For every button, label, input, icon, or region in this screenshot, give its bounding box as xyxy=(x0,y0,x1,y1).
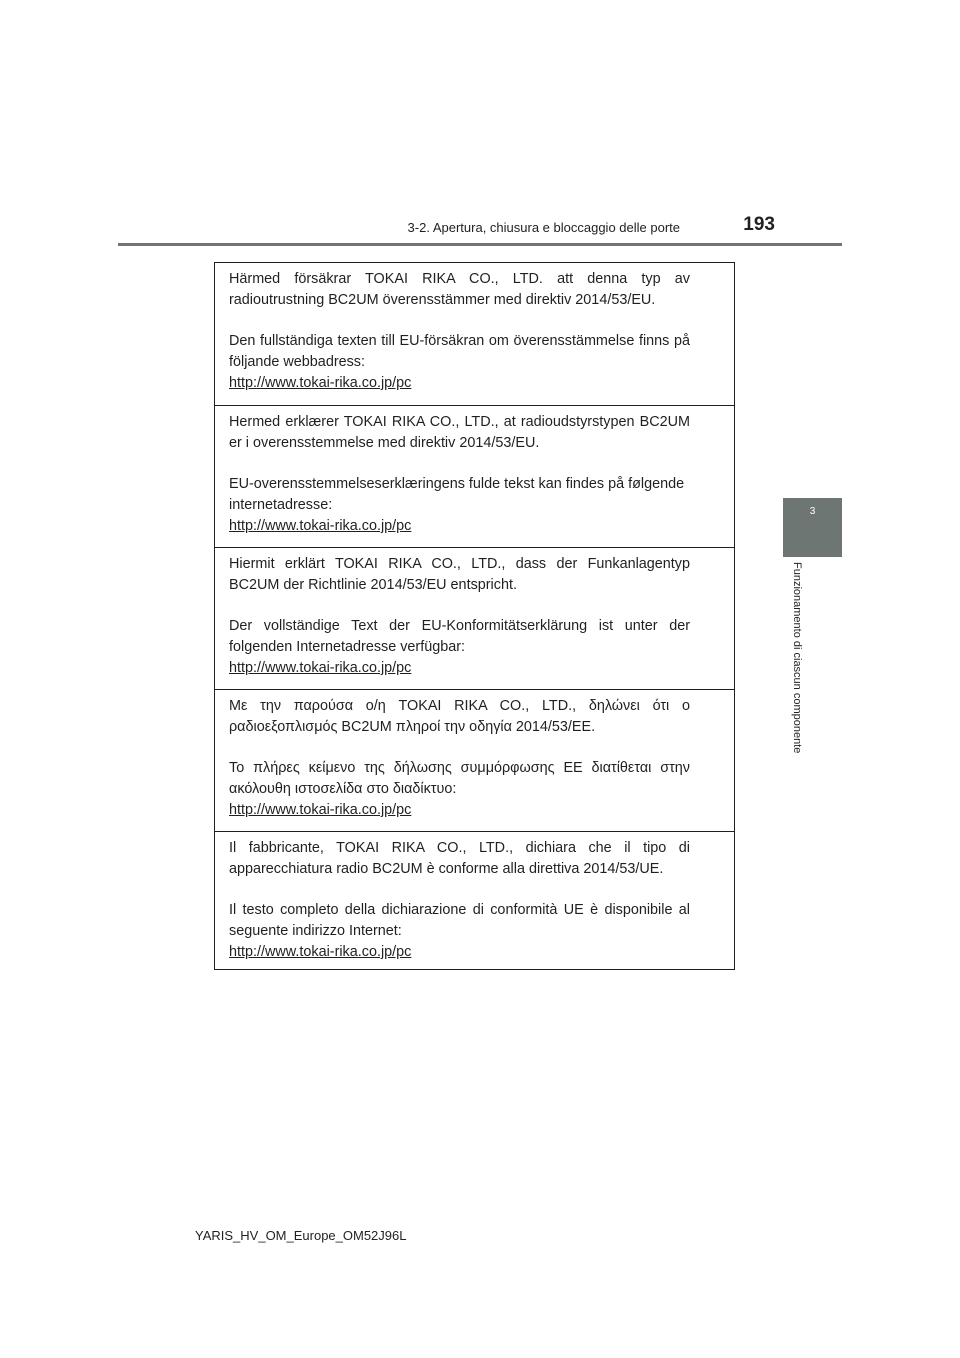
declaration-url-link[interactable]: http://www.tokai-rika.co.jp/pc xyxy=(229,375,412,391)
declaration-block-swedish xyxy=(215,263,734,405)
full-text-notice: Den fullständiga texten till EU-försäkran om överensstämmelse finns på följande webbadress: xyxy=(229,333,690,370)
declaration-url-link[interactable]: http://www.tokai-rika.co.jp/pc xyxy=(229,944,412,960)
declaration-statement: Härmed försäkrar TOKAI RIKA CO., LTD. att denna typ av radioutrustning BC2UM överensstämmer med direktiv 2014/53/EU. xyxy=(229,271,690,308)
declaration-url-link[interactable]: http://www.tokai-rika.co.jp/pc xyxy=(229,660,412,676)
declaration-block-german xyxy=(215,547,734,689)
section-title: 3-2. Apertura, chiusura e bloccaggio delle porte xyxy=(407,220,680,235)
full-text-notice: Il testo completo della dichiarazione di conformità UE è disponibile al seguente indirizzo Internet: xyxy=(229,902,690,939)
declaration-url-link[interactable]: http://www.tokai-rika.co.jp/pc xyxy=(229,518,412,534)
declaration-statement: Με την παρούσα ο/η TOKAI RIKA CO., LTD., δηλώνει ότι ο ραδιοεξοπλισμός BC2UM πληροί την οδηγία 2014/53/ΕΕ. xyxy=(229,698,690,735)
declaration-statement: Hermed erklærer TOKAI RIKA CO., LTD., at radioudstyrstypen BC2UM er i overensstemmelse med direktiv 2014/53/EU. xyxy=(229,414,690,451)
declaration-statement: Hiermit erklärt TOKAI RIKA CO., LTD., dass der Funkanlagentyp BC2UM der Richtlinie 2014/53/EU entspricht. xyxy=(229,556,690,593)
footer-document-id: YARIS_HV_OM_Europe_OM52J96L xyxy=(195,1228,407,1243)
declaration-block-italian xyxy=(215,831,734,969)
full-text-notice: Το πλήρες κείμενο της δήλωσης συμμόρφωσης ΕΕ διατίθεται στην ακόλουθη ιστοσελίδα στο διαδίκτυο: xyxy=(229,760,690,797)
chapter-side-title: Funzionamento di ciascun componente xyxy=(791,562,803,754)
chapter-number: 3 xyxy=(809,506,816,517)
page-number: 193 xyxy=(743,214,775,235)
declaration-block-danish xyxy=(215,405,734,547)
declaration-of-conformity-box xyxy=(214,262,735,970)
full-text-notice: Der vollständige Text der EU-Konformitätserklärung ist unter der folgenden Internetadresse verfügbar: xyxy=(229,618,690,655)
chapter-tab xyxy=(783,498,842,557)
declaration-url-link[interactable]: http://www.tokai-rika.co.jp/pc xyxy=(229,802,412,818)
declaration-block-greek xyxy=(215,689,734,831)
header-divider xyxy=(118,243,842,246)
declaration-statement: Il fabbricante, TOKAI RIKA CO., LTD., dichiara che il tipo di apparecchiatura radio BC2UM è conforme alla direttiva 2014/53/UE. xyxy=(229,840,690,877)
full-text-notice: EU-overensstemmelseserklæringens fulde tekst kan findes på følgende internetadresse: xyxy=(229,476,685,513)
